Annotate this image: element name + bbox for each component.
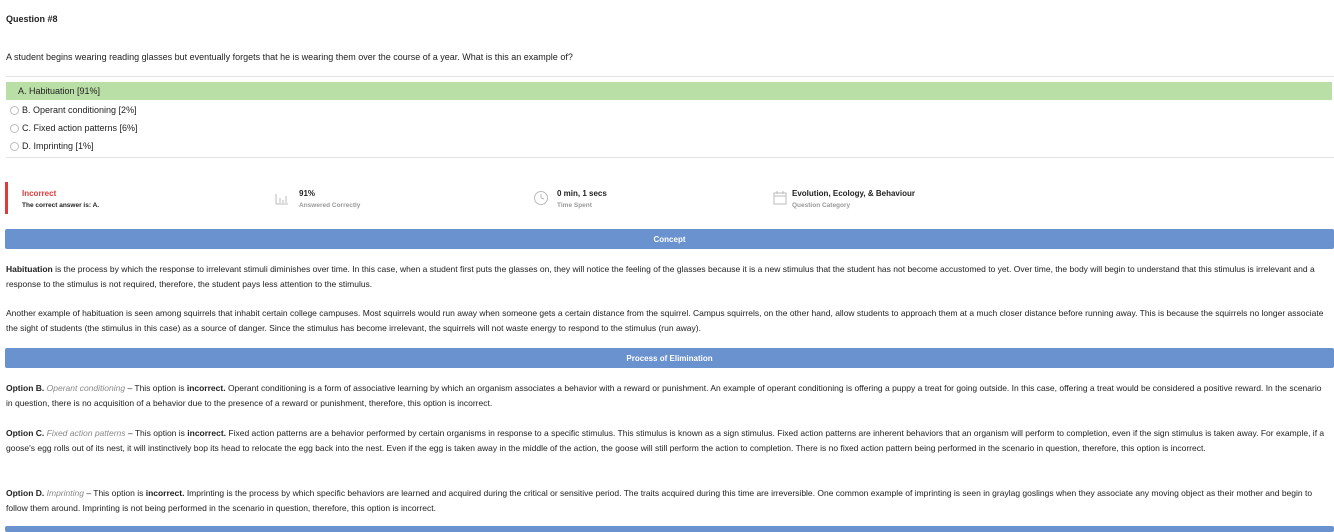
option-d-name: Imprinting: [46, 488, 84, 498]
concept-title: Concept: [653, 234, 686, 244]
result-stats: [5, 182, 1333, 214]
time-spent: 0 min, 1 secs: [557, 189, 607, 198]
bar-chart-icon: [275, 193, 289, 205]
concept-paragraph-1: [6, 262, 1328, 292]
option-c[interactable]: [6, 119, 1332, 137]
clock-icon: [533, 190, 549, 206]
elimination-title: Process of Elimination: [626, 353, 713, 363]
option-b-dash: – This option is: [125, 383, 187, 393]
option-d-explanation: Imprinting is the process by which specific behaviors are learned and acquired during the critical or sensitive period. The traits acquired during this time are irreversible. One common example of imprinting is seen in graylag goslings when they associate any moving object as their mother and begin to follow them around. Imprinting is not being performed in the scenario in question, therefore, this option is incorrect.: [6, 488, 1313, 513]
elimination-header: [5, 348, 1334, 368]
concept-header: [5, 229, 1334, 249]
correct-answer-note: The correct answer is: A.: [22, 202, 100, 209]
calendar-icon: [773, 191, 787, 205]
question-category: Evolution, Ecology, & Behaviour: [792, 189, 915, 198]
option-b[interactable]: [6, 101, 1332, 119]
option-a[interactable]: [6, 82, 1332, 100]
time-spent-label: Time Spent: [557, 202, 592, 209]
option-b-verdict: incorrect.: [186, 383, 226, 393]
option-c-ref: Option C.: [6, 428, 45, 438]
percent-correct: 91%: [299, 189, 316, 198]
result-status: Incorrect: [22, 189, 57, 198]
question-text: A student begins wearing reading glasses but eventually forgets that he is wearing them over the course of a year. What is this an example of?: [6, 52, 573, 62]
option-b-name: Operant conditioning: [46, 383, 126, 393]
elimination-option-b: [6, 381, 1328, 411]
radio-icon[interactable]: [10, 124, 19, 133]
elimination-option-d: [6, 486, 1328, 516]
option-b-explanation: Operant conditioning is a form of associative learning by which an organism associates a behavior with a reward or punishment. An example of operant conditioning is offering a puppy a treat for going outside. In this case, offering a treat would be considered a positive reward. In the scenario in question, there is no acquisition of a behavior due to the presence of a reward or punishment, therefore, this option is incorrect.: [6, 383, 1322, 408]
option-d-verdict: incorrect.: [145, 488, 185, 498]
option-c-explanation: Fixed action patterns are a behavior performed by certain organisms in response to a specific stimulus. This stimulus is known as a sign stimulus. Fixed action patterns are inherent behaviors that an organism will perform to completion, even if the sign stimulus is taken away. For example, if a goose's egg rolls out of its nest, it will instinctively bop its head to relocate the egg back into the nest. Even if the egg is taken away in the middle of the action, the goose will still perform the action to completion. There is no fixed action pattern being performed in the scenario in question, therefore, this option is incorrect.: [6, 428, 1325, 453]
percent-correct-label: Answered Correctly: [299, 202, 361, 209]
option-c-dash: – This option is: [125, 428, 188, 438]
option-b-label: B. Operant conditioning [2%]: [22, 105, 137, 115]
option-d[interactable]: [6, 137, 1332, 155]
concept-text: is the process by which the response to irrelevant stimuli diminishes over time. In this case, when a student first puts the glasses on, they will notice the feeling of the glasses because it is a new stimulus that the student has not become accustomed to yet. Over time, the body will begin to understand that this stimulus is irrelevant and a response to the stimulus is not required, therefore, the student pays less attention to the stimulus.: [6, 264, 1315, 289]
elimination-option-c: [6, 426, 1328, 456]
answer-options: [6, 76, 1334, 158]
option-d-dash: – This option is: [83, 488, 146, 498]
option-d-ref: Option D.: [6, 488, 45, 498]
option-c-verdict: incorrect.: [187, 428, 227, 438]
radio-icon[interactable]: [10, 142, 19, 151]
option-d-label: D. Imprinting [1%]: [22, 141, 94, 151]
question-number: Question #8: [6, 14, 58, 24]
option-b-ref: Option B.: [6, 383, 45, 393]
option-c-label: C. Fixed action patterns [6%]: [22, 123, 138, 133]
concept-term: Habituation: [6, 264, 53, 274]
next-section-header: [5, 526, 1334, 532]
option-a-label: A. Habituation [91%]: [18, 86, 101, 96]
concept-paragraph-2: Another example of habituation is seen among squirrels that inhabit certain college campuses. Most squirrels would run away when someone gets a certain distance from the squirrel. Campus squirrels, on the other hand, allow students to approach them at a much closer distance before running away. This is because the squirrels no longer associate the sight of students (the stimulus in this case) as a source of danger. Since the stimulus has become irrelevant, the squirrels will not waste energy to respond to the stimulus (run away).: [6, 308, 1324, 333]
result-indicator-bar: [5, 182, 8, 214]
radio-icon[interactable]: [10, 106, 19, 115]
option-c-name: Fixed action patterns: [46, 428, 126, 438]
question-category-label: Question Category: [792, 202, 851, 209]
